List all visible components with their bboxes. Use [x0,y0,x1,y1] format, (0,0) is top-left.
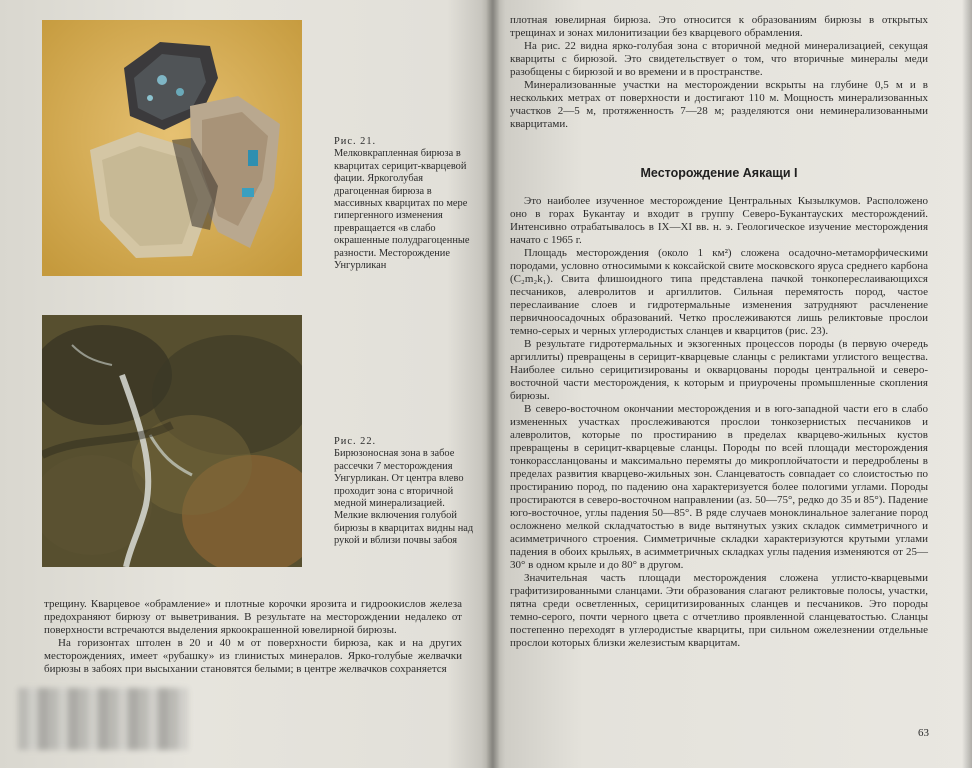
page-edge-shadow [962,0,972,768]
body-paragraph: В северо-восточном окончании месторождения и в юго-западной части его в слабо измененных участках прослеживаются прослои тонкозернистых песчаников и алевролитов, которые по простиранию в пределах кварцево-жильных кустов превращены в серицит-кварцевые сланцы. Породы по всей площади месторождения тонкорассланцованы и максимально перемяты до микроплойчатости и передроблены в пределах развития кварцево-жильных зон. Сланцеватость совпадает со слоистостью по простиранию пород, по падению она характеризуется более пологими углами. Породы простираются в северо-восточном направлении (аз. 50—75°, редко до 35 и 85°). Падение юго-восточное, углы падения 50—85°. В ряде случаев моноклинальное залегание пород осложнено мелкой складчатостью в виде вытянутых узких складок симметричного и асимметричного строения. Симметричные складки характеризуются крутыми углами падения в обоих крыльях, в асимметричных складках углы падения изменяются от 25—30° в одном крыле и до 80° в другом. [510,403,928,571]
figure-21-caption [334,136,474,272]
figure-21-caption-text: Мелковкрапленная бирюза в кварцитах серицит-кварцевой фации. Яркоголубая драгоценная бирюза в массивных кварцитах по мере гипергенного изменения превращается «в слабо окрашенные полудрагоценные разности. Месторождение Унгурликан [334,148,470,272]
body-paragraph: Минерализованные участки на месторождении вскрыты на глубине 0,5 м и в нескольких метрах от поверхности и достигают 110 м. Мощность минерализованных участков 2—5 м, протяженность 7—28 м; разделяются они неминерализованными кварцитами. [510,79,928,130]
body-paragraph: Значительная часть площади месторождения сложена углисто-кварцевыми графитизированными сланцами. Эти образования слагают реликтовые полосы, участки, пятна среди осветленных, серицитизированных сланцев и песчаников. Это породы темно-серого, почти черного цвета с отчетливо проявленной сланцеватостью. Сланцы постепенно переходят в углеродистые кварциты, при сильном ожелезнении отдельные прослои которых близки железистым кварцитам. [510,572,928,649]
figure-21-photo [42,20,302,276]
left-page-body [44,598,462,676]
right-page-main-text [510,195,928,650]
figure-22-caption [334,436,474,548]
body-paragraph: В результате гидротермальных и экзогенных процессов породы (в первую очередь аргиллиты) превращены в серицит-кварцевые сланцы с реликтами углистого вещества. Наиболее сильно серицитизированы и окварцованы породы центральной и северо-восточной части месторождения, к которым и приурочены промышленные скопления бирюзы. [510,338,928,402]
book-gutter [486,0,500,768]
mine-face-image [42,315,302,567]
section-heading: Месторождение Аякащи I [640,166,798,180]
turquoise-rocks-image [42,20,302,276]
body-paragraph: Площадь месторождения (около 1 км²) сложена осадочно-метаморфическими породами, условно относимыми к коксайской свите московского яруса среднего карбона (C₂m₂k₁). Свита флишоидного типа представлена пачкой тонкопереслаивающихся песчаников, алевролитов и аргиллитов. Сильная перемятость пород, частое переслаивание слоев и гидротермальные изменения затрудняют расчленение первичноосадочных образований. Четко прослеживаются лишь реликтовые прослои темно-серых и черных углеродистых сланцев и кварцитов (рис. 23). [510,247,928,337]
body-paragraph: плотная ювелирная бирюза. Это относится к образованиям бирюзы в открытых трещинах и зонах милонитизации без кварцевого обрамления. [510,14,928,39]
body-paragraph: трещину. Кварцевое «обрамление» и плотные корочки ярозита и гидроокислов железа предохраняют бирюзу от выветривания. В результате на месторождении недалеко от поверхности встречаются выделения яркоокрашенной ювелирной бирюзы. [44,598,462,636]
figure-22-label: Рис. 22. [334,436,377,447]
redacted-watermark [18,688,188,750]
figure-21-label: Рис. 21. [334,136,377,147]
right-page-top-text [510,14,928,131]
body-paragraph: Это наиболее изученное месторождение Центральных Кызылкумов. Расположено оно в горах Букантау и входит в группу Северо-Букантауских месторождений. Интенсивно отрабатывалось в IX—XI вв. н. э. Геологическое изучение месторождения начато с 1965 г. [510,195,928,246]
body-paragraph: На горизонтах штолен в 20 и 40 м от поверхности бирюза, как и на других месторождениях, имеет «рубашку» из глинистых минералов. Ярко-голубые желвачки бирюзы в забоях при высыхании становятся белыми; в центре желвачков сохраняется [44,637,462,675]
figure-22-photo [42,315,302,567]
body-paragraph: На рис. 22 видна ярко-голубая зона с вторичной медной минерализацией, секущая кварциты с бирюзой. Это свидетельствует о том, что вторичные минералы меди разобщены с бирюзой и во времени и в пространстве. [510,40,928,78]
figure-22-caption-text: Бирюзоносная зона в забое рассечки 7 месторождения Унгурликан. От центра влево проходит зона с вторичной медной минерализацией. Мелкие включения голубой бирюзы в кварцитах видны над рукой и вблизи почвы забоя [334,448,474,547]
page-number: 63 [918,727,929,739]
